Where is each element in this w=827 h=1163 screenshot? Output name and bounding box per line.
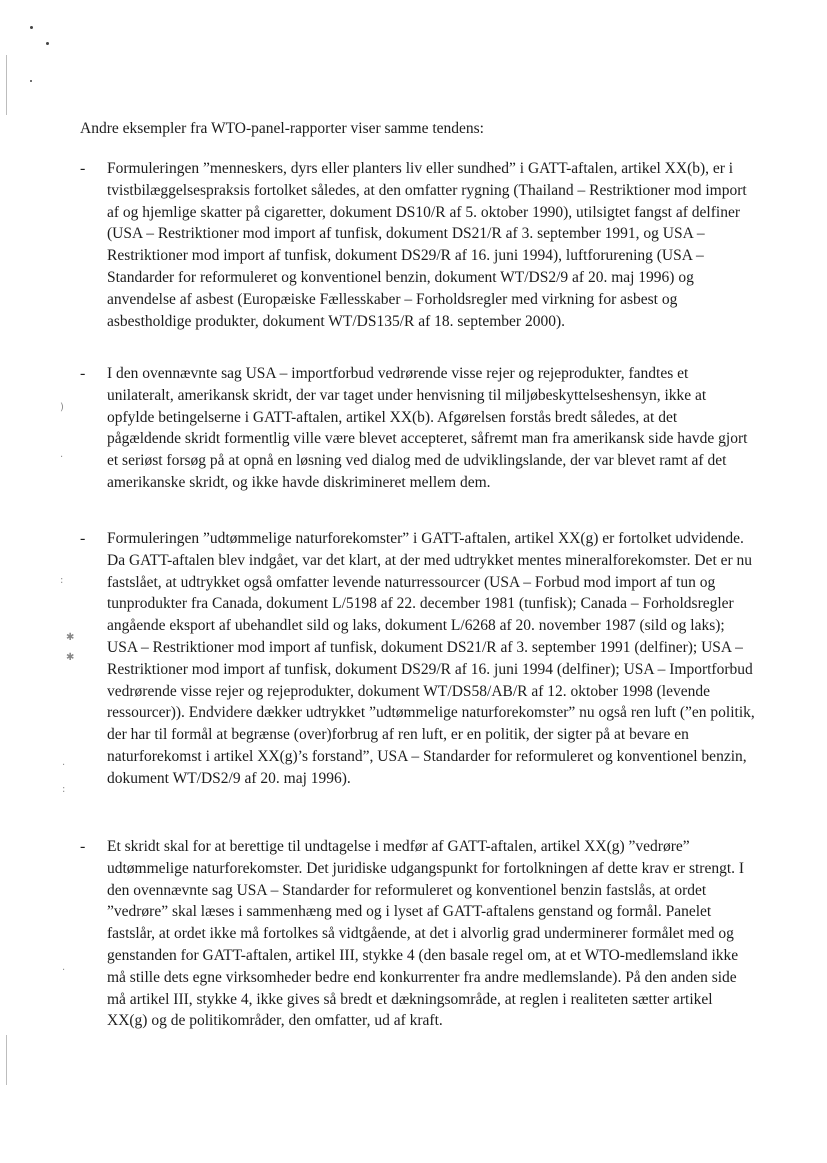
scan-speck [46, 42, 49, 45]
scan-margin-line [6, 1035, 7, 1085]
bullet-marker: - [80, 365, 86, 382]
bullet-text: Et skridt skal for at berettige til undtagelse i medfør af GATT-aftalen, artikel XX(g) ”vedrøre” udtømmelige naturforekomster. Det juridiske udgangspunkt for fortolkningen af dette krav er strengt. I den ovennævnte sag USA – Standarder for reformuleret og konventionel benzin fastslås, at ordet ”vedrøre” skal læses i sammenhæng med og i lyset af GATT-aftalens genstand og formål. Panelet fastslår, at ordet ikke må fortolkes så vidtgående, at det i alvorlig grad underminerer formålet med og genstanden for GATT-aftalen, artikel III, stykke 4 (den basale regel om, at et WTO-medlemsland ikke må stille dets egne virksomheder bedre end konkurrenter fra andre medlemslande). På den anden side må artikel III, stykke 4, ikke gives så bredt et dækningsområde, at reglen i realiteten sætter artikel XX(g) og de politikområder, den omfatter, ud af kraft. [107, 838, 745, 1030]
scan-margin-mark: ✱ [66, 652, 75, 663]
scan-margin-mark: : [62, 784, 66, 795]
bullet-marker: - [80, 160, 86, 177]
bullet-marker: - [80, 838, 86, 855]
bullet-item [80, 836, 760, 1032]
bullet-text: I den ovennævnte sag USA – importforbud vedrørende visse rejer og rejeprodukter, fandtes et unilateralt, amerikansk skridt, der var taget under henvisning til miljøbeskyttelseshensyn, ikke at opfylde betingelserne i GATT-aftalen, artikel XX(b). Afgørelsen forstås bredt således, at det pågældende skridt formentlig ville være blevet accepteret, såfremt man fra amerikansk side havde gjort et seriøst forsøg på at opnå en løsning ved dialog med de udviklingslande, der var blevet ramt af det amerikanske skridt, og ikke havde diskrimineret mellem dem. [107, 365, 748, 491]
scan-margin-mark: · [62, 965, 66, 976]
scan-speck [30, 80, 32, 82]
bullet-item [80, 528, 760, 790]
scan-margin-mark: : [60, 575, 64, 586]
bullet-item [80, 363, 760, 494]
bullet-text: Formuleringen ”menneskers, dyrs eller planters liv eller sundhed” i GATT-aftalen, artikel XX(b), er i tvistbilæggelsespraksis fortolket således, at den omfatter rygning (Thailand – Restriktioner mod import af og hjemlige skatter på cigaretter, dokument DS10/R af 5. oktober 1990), utilsigtet fangst af delfiner (USA – Restriktioner mod import af tunfisk, dokument DS21/R af 3. september 1991, og USA – Restriktioner mod import af tunfisk, dokument DS29/R af 16. juni 1994), luftforurening (USA – Standarder for reformuleret og konventionel benzin, dokument WT/DS2/9 af 20. maj 1996) og anvendelse af asbest (Europæiske Fællesskaber – Forholdsregler med virkning for asbest og asbestholdige produkter, dokument WT/DS135/R af 18. september 2000). [107, 160, 747, 330]
scan-margin-mark: · [62, 760, 66, 771]
scan-speck [30, 26, 33, 29]
scan-margin-mark: ) [60, 402, 64, 413]
scan-margin-mark: · [60, 452, 64, 463]
bullet-item [80, 158, 760, 332]
scan-margin-line [6, 55, 7, 115]
intro-paragraph: Andre eksempler fra WTO-panel-rapporter viser samme tendens: [80, 120, 484, 137]
scan-margin-mark: ✱ [66, 632, 75, 643]
bullet-text: Formuleringen ”udtømmelige naturforekomster” i GATT-aftalen, artikel XX(g) er fortolket udvidende. Da GATT-aftalen blev indgået, var det klart, at der med udtrykket mentes mineralforekomster. Det er nu fastslået, at udtrykket også omfatter levende naturressourcer (USA – Forbud mod import af tun og tunprodukter fra Canada, dokument L/5198 af 22. december 1981 (tunfisk); Canada – Forholdsregler angående eksport af ubehandlet sild og laks, dokument L/6268 af 20. november 1987 (sild og laks); USA – Restriktioner mod import af tunfisk, dokument DS21/R af 3. september 1991 (delfiner); USA – Restriktioner mod import af tunfisk, dokument DS29/R af 16. juni 1994 (delfiner); USA – Importforbud vedrørende visse rejer og rejeprodukter, dokument WT/DS58/AB/R af 12. oktober 1998 (levende ressourcer)). Endvidere dækker udtrykket ”udtømmelige naturforekomster” nu også ren luft (”en politik, der har til formål at begrænse (over)forbrug af ren luft, er en politik, der sigter på at bevare en naturforekomst i artikel XX(g)’s forstand”, USA – Standarder for reformuleret og konventionel benzin, dokument WT/DS2/9 af 20. maj 1996). [107, 530, 755, 787]
bullet-marker: - [80, 530, 86, 547]
